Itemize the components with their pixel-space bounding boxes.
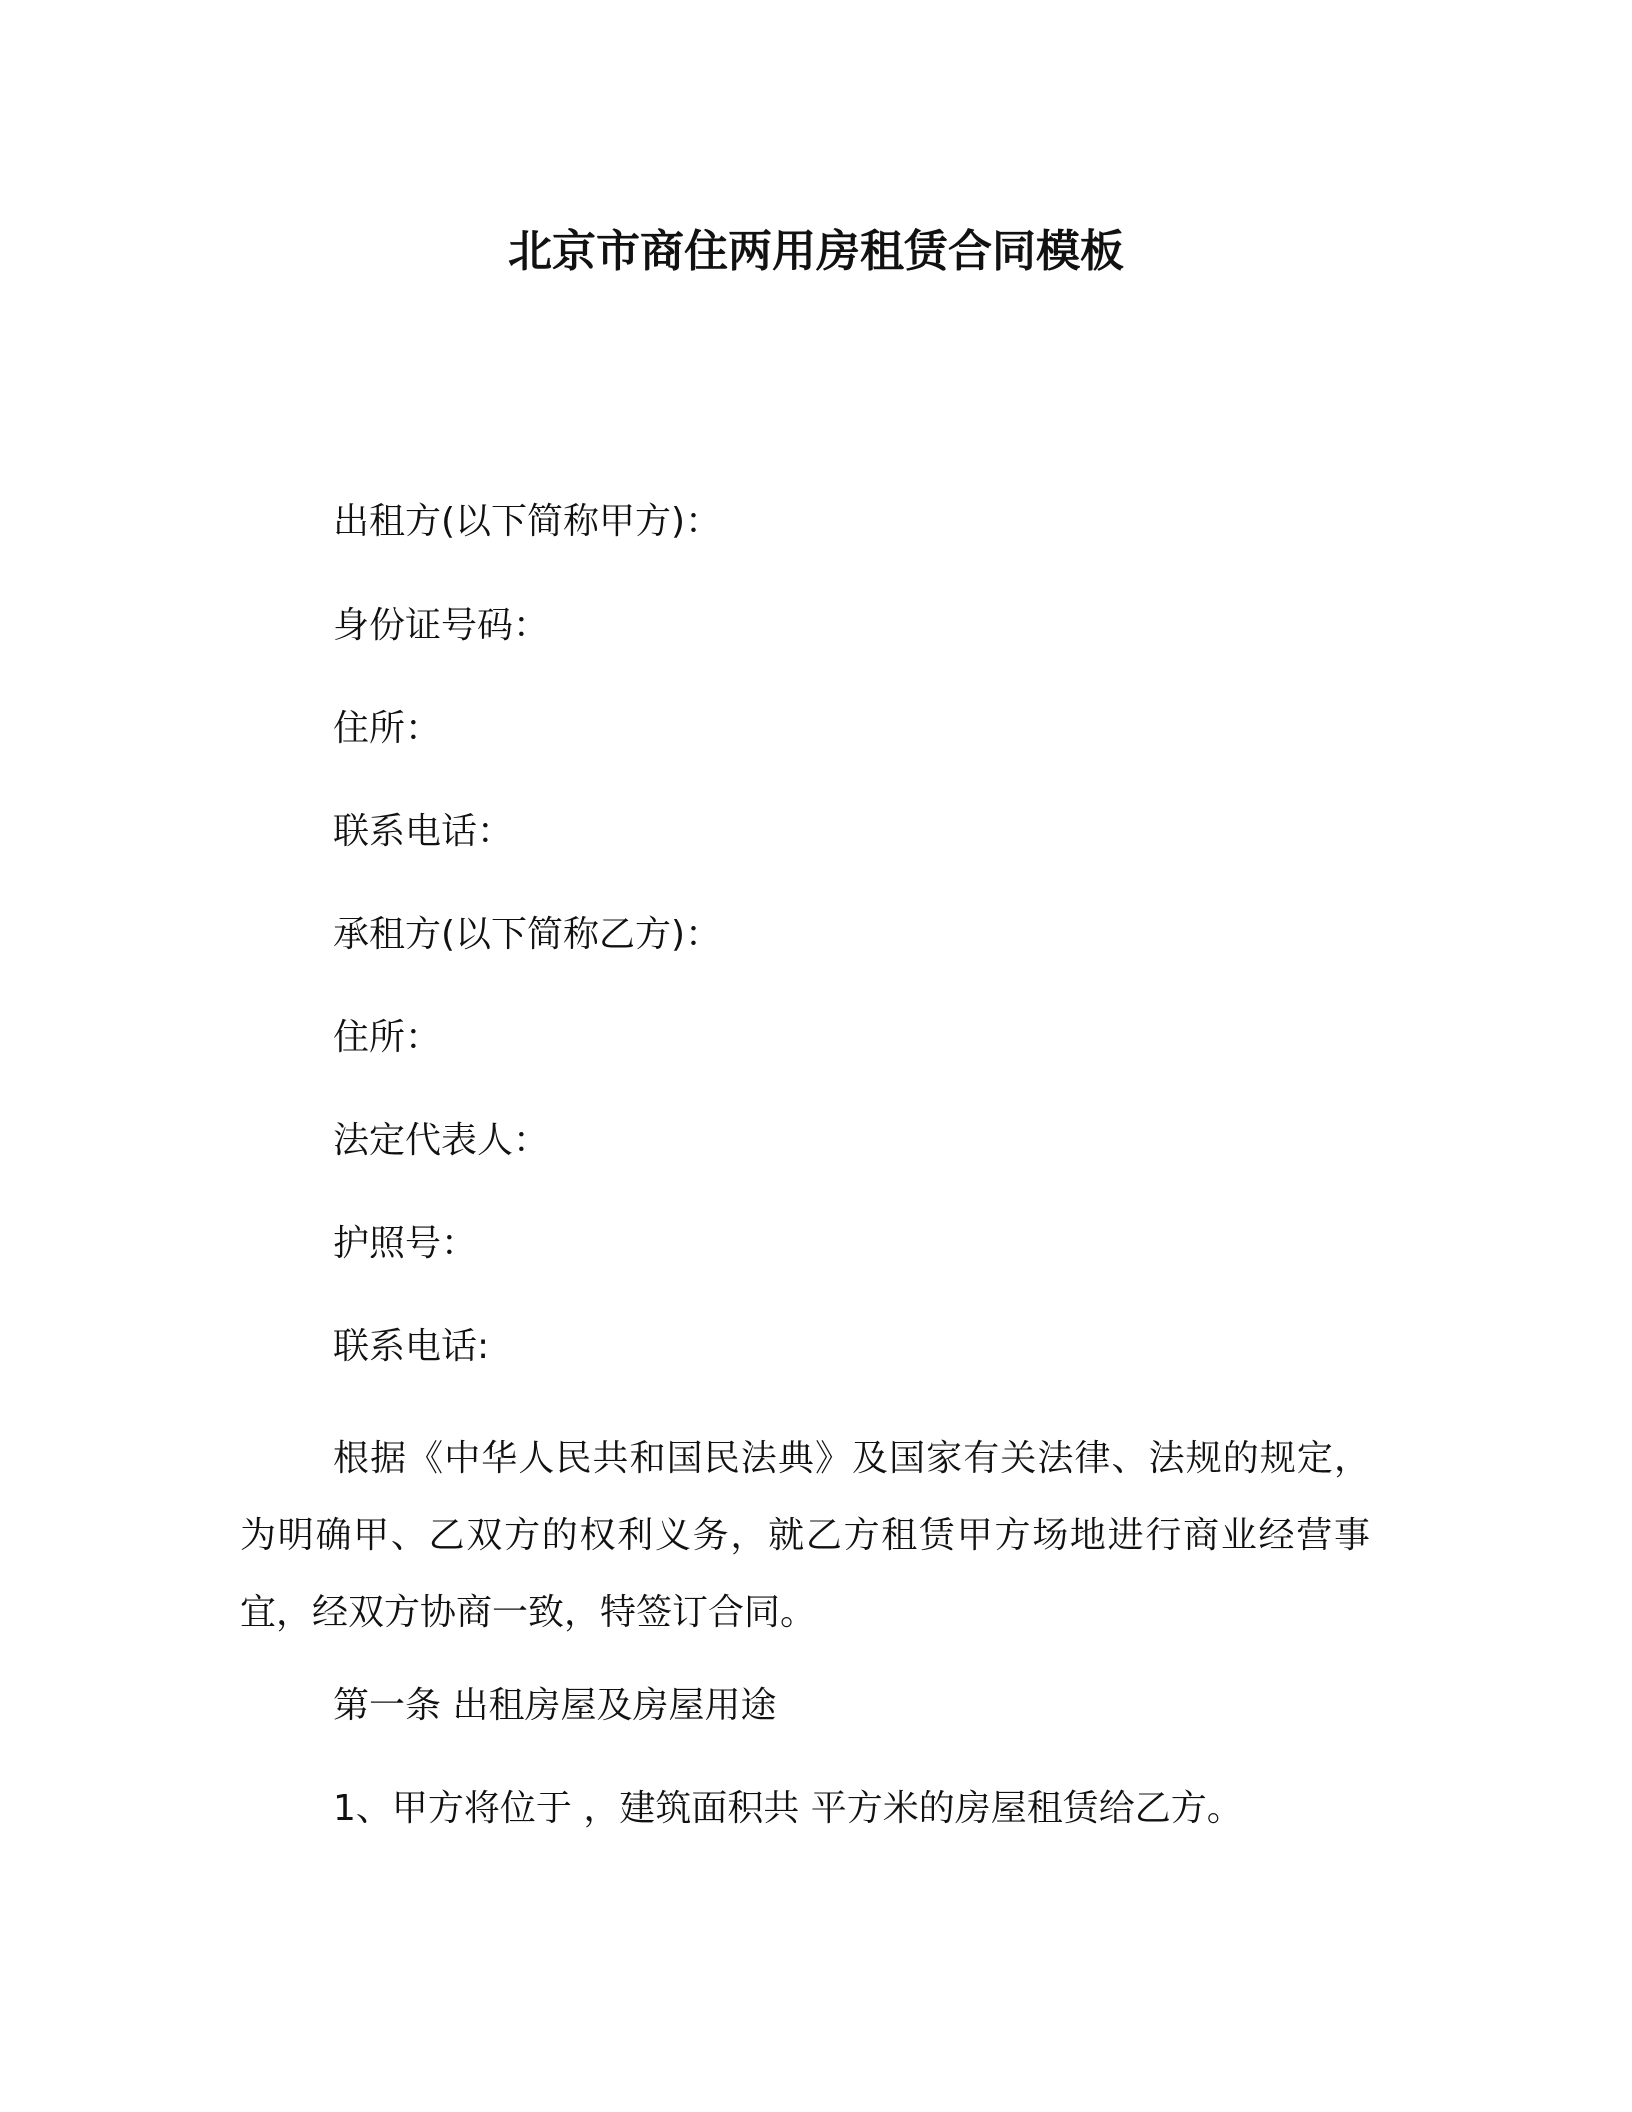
preamble-paragraph: 根据《中华人民共和国民法典》及国家有关法律、法规的规定，为明确甲、乙双方的权利义务，就乙方租赁甲方场地进行商业经营事宜，经双方协商一致，特签订合同。 [240,1438,1370,1633]
lessor-phone-label: 联系电话： [333,811,514,852]
article-1-item-1: 1、甲方将位于 ，建筑面积共 平方米的房屋租赁给乙方。 [333,1788,1243,1829]
document-title: 北京市商住两用房租赁合同模板 [508,226,1124,277]
legal-representative-label: 法定代表人： [333,1120,550,1161]
lessor-id-number-label: 身份证号码： [333,605,550,646]
lessor-label: 出租方(以下简称甲方)： [333,501,722,542]
lessor-address-label: 住所： [333,708,442,749]
article-1-heading: 第一条 出租房屋及房屋用途 [333,1685,777,1726]
lessee-phone-label: 联系电话: [333,1326,490,1367]
lessee-label: 承租方(以下简称乙方)： [333,914,722,955]
passport-number-label: 护照号： [333,1223,478,1264]
lessee-address-label: 住所： [333,1017,442,1058]
